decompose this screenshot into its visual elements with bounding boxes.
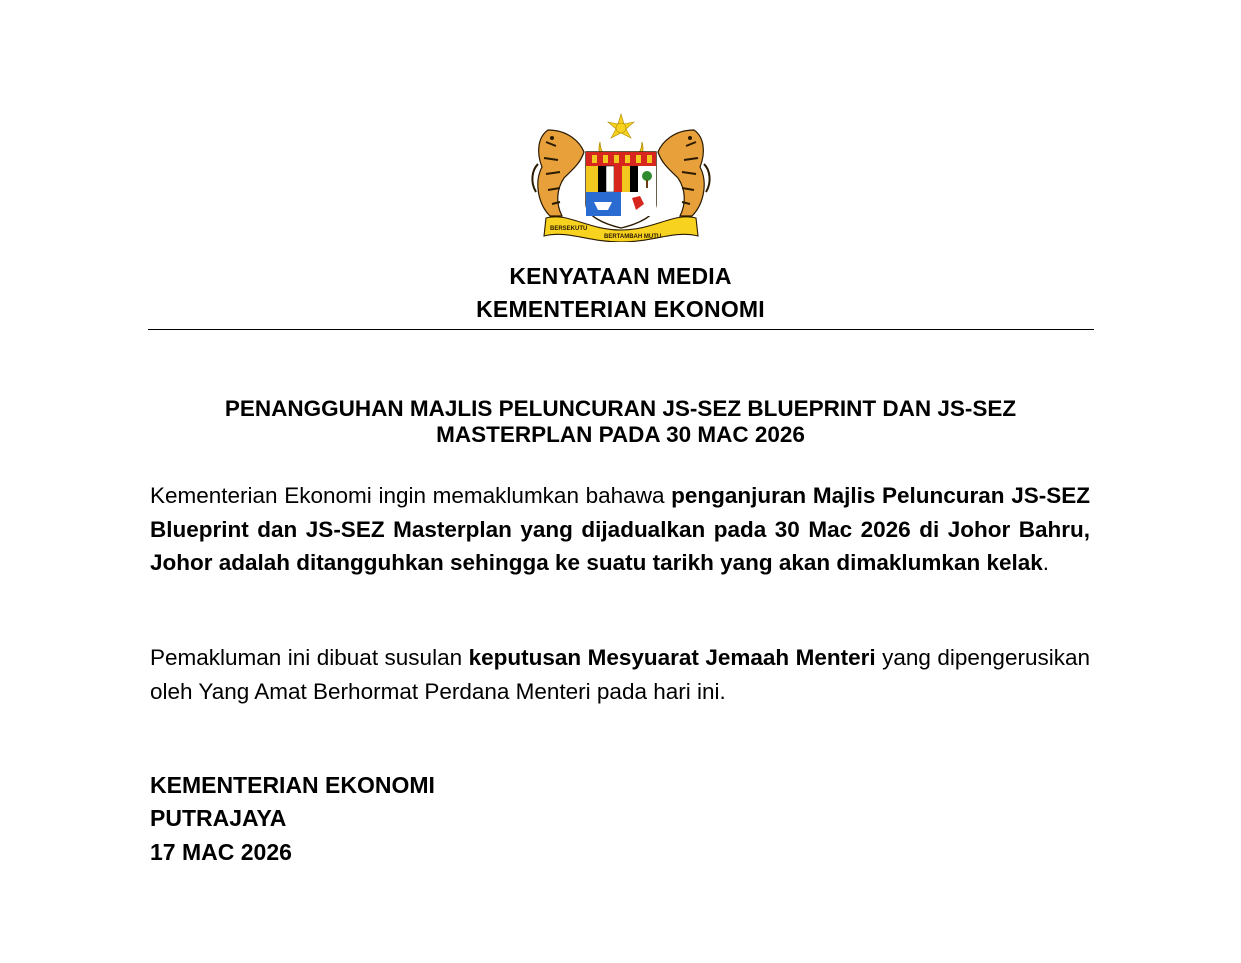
statement-title-line1: PENANGGUHAN MAJLIS PELUNCURAN JS-SEZ BLUEPRINT DAN JS-SEZ xyxy=(224,396,1017,421)
paragraph2-intro: Pemakluman ini dibuat susulan xyxy=(150,645,469,670)
paragraph-cabinet-decision xyxy=(150,641,1090,708)
paragraph2-bold: keputusan Mesyuarat Jemaah Menteri xyxy=(468,645,876,670)
statement-title xyxy=(150,396,1091,448)
signature-ministry: KEMENTERIAN EKONOMI xyxy=(150,772,435,798)
motto-right: BERTAMBAH MUTU xyxy=(604,234,662,240)
malaysia-coat-of-arms-icon xyxy=(528,112,714,242)
signature-place: PUTRAJAYA xyxy=(150,805,287,831)
motto-left: BERSEKUTU xyxy=(550,226,588,232)
paragraph1-intro: Kementerian Ekonomi ingin memaklumkan bahawa xyxy=(150,483,672,508)
header-divider xyxy=(148,329,1094,330)
paragraph2-end: yang dipengerusikan oleh Yang Amat Berhormat Perdana Menteri pada hari ini. xyxy=(150,645,1090,704)
ministry-heading: KEMENTERIAN EKONOMI xyxy=(476,296,765,322)
paragraph1-bold: penganjuran Majlis Peluncuran JS-SEZ Blueprint dan JS-SEZ Masterplan yang dijadualkan pada 30 Mac 2026 di Johor Bahru, Johor adalah ditangguhkan sehingga ke suatu tarikh yang akan dimaklumkan kelak xyxy=(150,483,1090,575)
statement-title-line2: MASTERPLAN PADA 30 MAC 2026 xyxy=(436,422,805,447)
paragraph1-end: . xyxy=(1042,550,1050,575)
signature-date: 17 MAC 2026 xyxy=(150,839,292,865)
media-statement-heading: KENYATAAN MEDIA xyxy=(509,263,732,289)
paragraph-postponement xyxy=(150,479,1090,580)
